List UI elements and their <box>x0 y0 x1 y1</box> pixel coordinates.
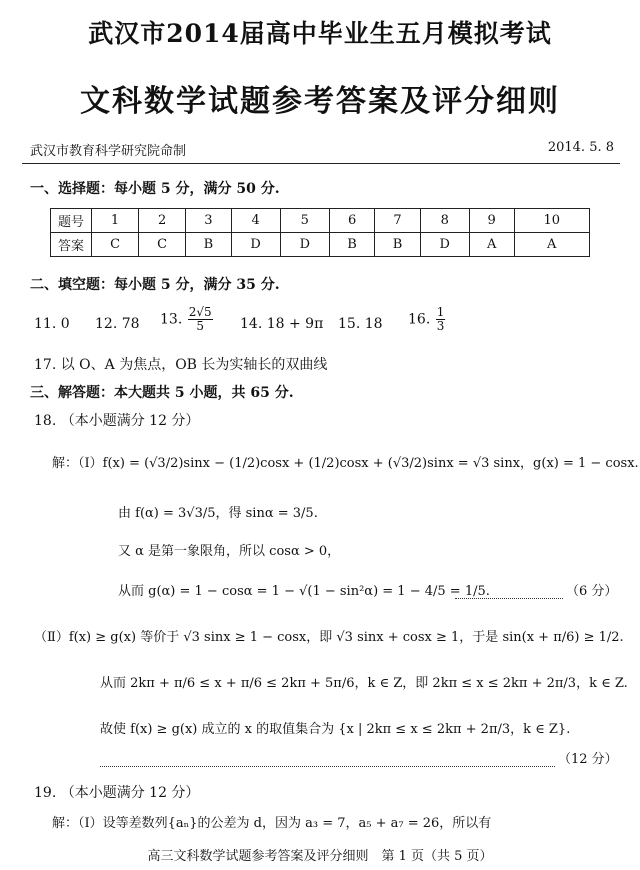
answer-cell: B <box>375 233 420 257</box>
question-number: 8 <box>420 209 469 233</box>
question-number: 6 <box>329 209 374 233</box>
answer-13-prefix: 13. <box>160 311 183 328</box>
answer-11: 11. 0 <box>34 316 70 332</box>
q18-score-12: （12 分） <box>558 752 618 767</box>
answer-16-fraction <box>436 306 446 333</box>
section3-heading: 三、解答题：本大题共 5 小题，共 65 分. <box>30 385 294 401</box>
answer-13-fraction <box>188 306 213 333</box>
answer-cell: A <box>514 233 590 257</box>
q19-line1: 解：（Ⅰ）设等差数列{aₙ}的公差为 d，因为 a₃ = 7，a₅ + a₇ = 26，所以有 <box>52 816 492 831</box>
q18-leader-dots-2 <box>100 752 555 762</box>
date: 2014. 5. 8 <box>547 140 614 155</box>
table-row <box>51 209 590 233</box>
answer-cell: B <box>329 233 374 257</box>
question-number: 1 <box>92 209 139 233</box>
answer-cell: D <box>231 233 280 257</box>
answer-table <box>50 208 590 257</box>
answer-cell: B <box>186 233 231 257</box>
answer-15: 15. 18 <box>338 316 383 332</box>
question-number: 4 <box>231 209 280 233</box>
question-number: 5 <box>280 209 329 233</box>
question-number: 10 <box>514 209 590 233</box>
answer-16-prefix: 16. <box>408 311 431 328</box>
answer-13-denominator: 5 <box>196 319 204 333</box>
organization: 武汉市教育科学研究院命制 <box>30 144 187 159</box>
answer-cell: D <box>280 233 329 257</box>
section2-heading: 二、填空题：每小题 5 分，满分 35 分. <box>30 277 280 293</box>
header-divider <box>22 163 620 164</box>
answer-13-numerator: 2√5 <box>188 305 212 319</box>
question-number: 3 <box>186 209 231 233</box>
answer-cell: D <box>420 233 469 257</box>
document-subtitle: 文科数学试题参考答案及评分细则 <box>80 84 560 119</box>
q18-line3: 又 α 是第一象限角，所以 cosα > 0， <box>118 544 341 559</box>
q18-line7: 故使 f(x) ≥ g(x) 成立的 x 的取值集合为 {x | 2kπ ≤ x ≤ 2kπ + 2π/3，k ∈ Z}. <box>100 722 571 737</box>
answer-cell: C <box>139 233 186 257</box>
answer-13 <box>160 306 214 333</box>
answer-12: 12. 78 <box>95 316 140 332</box>
q18-line4: 从而 g(α) = 1 − cosα = 1 − √(1 − sin²α) = 1 − 4/5 = 1/5. <box>118 584 490 599</box>
question-number: 9 <box>469 209 514 233</box>
question-number: 2 <box>139 209 186 233</box>
answer-17: 17. 以 O、A 为焦点，OB 长为实轴长的双曲线 <box>34 357 328 373</box>
q18-title: 18. （本小题满分 12 分） <box>34 413 200 429</box>
answer-16-numerator: 1 <box>436 305 445 319</box>
page-footer: 高三文科数学试题参考答案及评分细则 第 1 页（共 5 页） <box>147 849 493 864</box>
q18-line1: 解：（Ⅰ）f(x) = (√3/2)sinx − (1/2)cosx + (1/2)cosx + (√3/2)sinx = √3 sinx，g(x) = 1 − cosx. <box>52 456 639 471</box>
q18-leader-dots-1 <box>455 584 563 594</box>
row-label-answer: 答案 <box>51 233 92 257</box>
answer-16 <box>408 306 446 333</box>
answer-cell: C <box>92 233 139 257</box>
table-row <box>51 233 590 257</box>
exam-title: 武汉市2014届高中毕业生五月模拟考试 <box>88 19 552 48</box>
q18-line5: （Ⅱ）f(x) ≥ g(x) 等价于 √3 sinx ≥ 1 − cosx，即 √3 sinx + cosx ≥ 1，于是 sin(x + π/6) ≥ 1/2. <box>34 630 624 645</box>
question-number: 7 <box>375 209 420 233</box>
row-label-number: 题号 <box>51 209 92 233</box>
q18-line2: 由 f(α) = 3√3/5，得 sinα = 3/5. <box>118 506 318 521</box>
q19-title: 19. （本小题满分 12 分） <box>34 785 200 801</box>
q18-line6: 从而 2kπ + π/6 ≤ x + π/6 ≤ 2kπ + 5π/6，k ∈ Z，即 2kπ ≤ x ≤ 2kπ + 2π/3，k ∈ Z. <box>100 676 628 691</box>
answer-cell: A <box>469 233 514 257</box>
answer-14: 14. 18 + 9π <box>240 316 324 332</box>
answer-16-denominator: 3 <box>436 319 445 333</box>
section1-heading: 一、选择题：每小题 5 分，满分 50 分. <box>30 181 280 197</box>
q18-score-6: （6 分） <box>566 584 618 599</box>
